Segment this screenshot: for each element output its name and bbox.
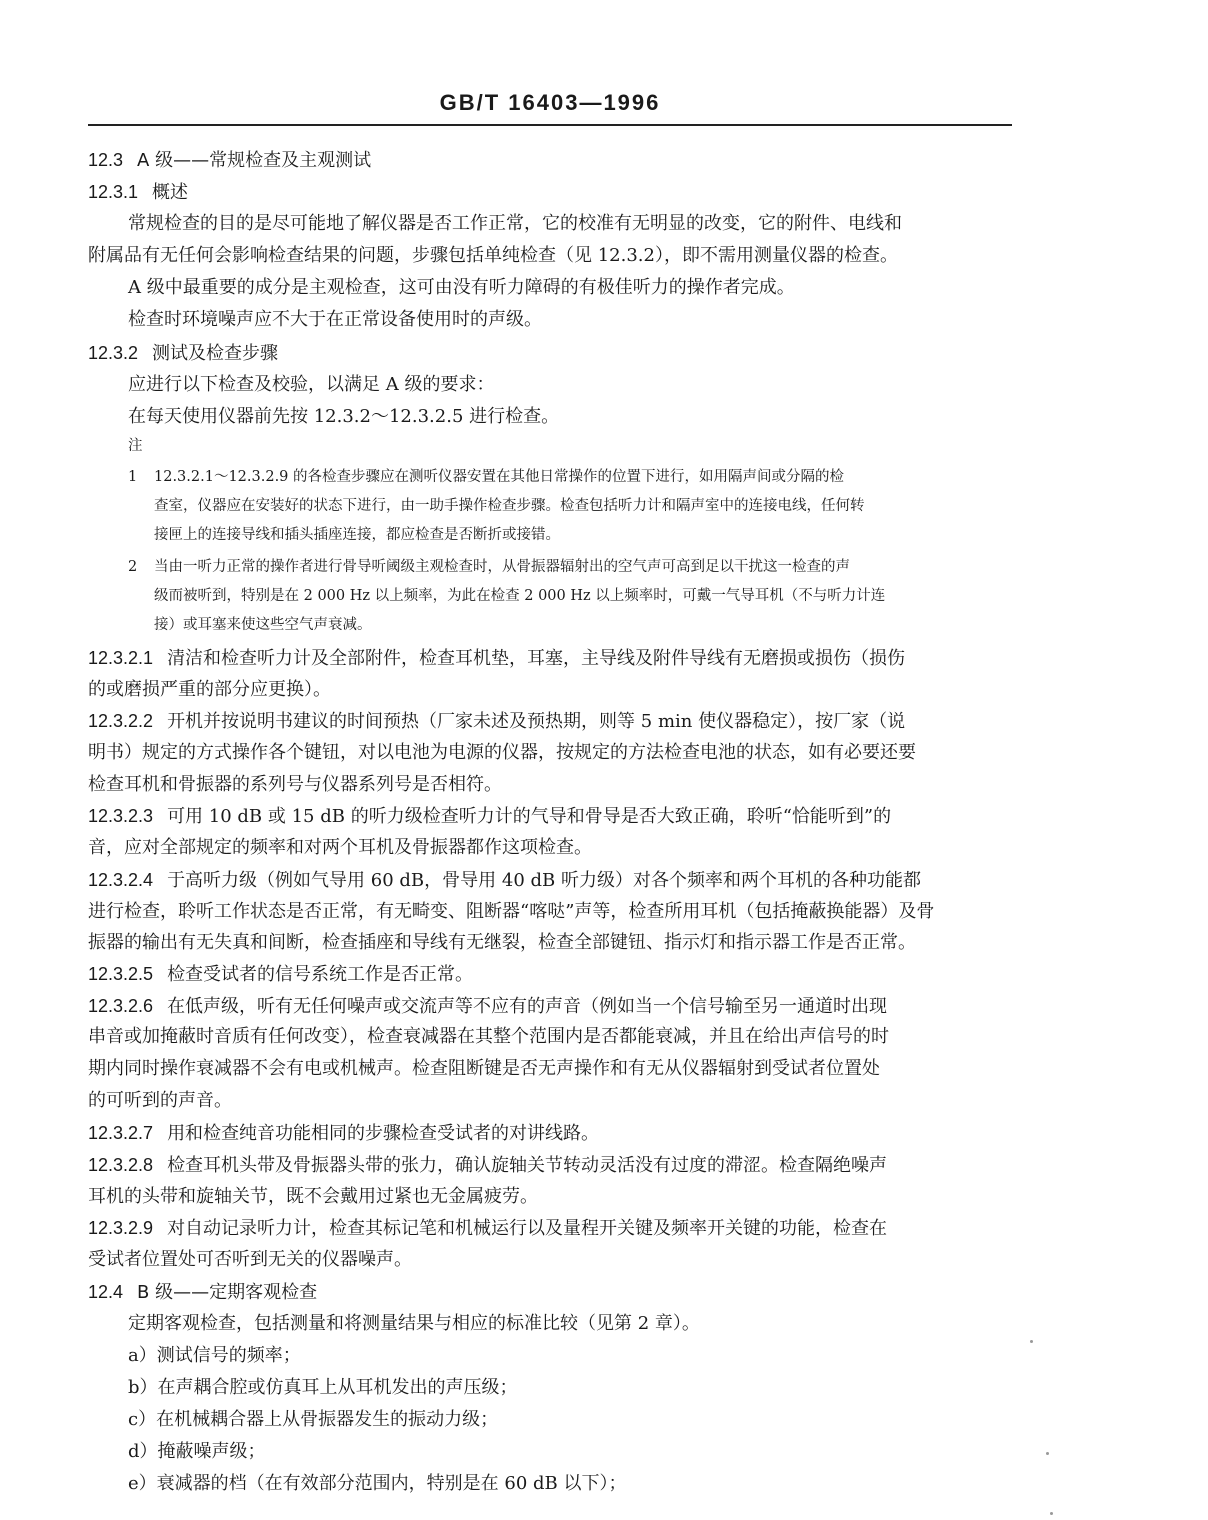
paragraph-line: 受试者位置处可否听到无关的仪器噪声。: [88, 1249, 412, 1270]
clause-12-3-2-8: [88, 1153, 887, 1178]
paragraph-line: 检查时环境噪声应不大于在正常设备使用时的声级。: [128, 309, 542, 330]
note-number: 2: [128, 559, 138, 575]
clause-text: 清洁和检查听力计及全部附件，检查耳机垫，耳塞，主导线及附件导线有无磨损或损伤（损伤: [167, 648, 906, 669]
paragraph-line: 的或磨损严重的部分应更换）。: [88, 679, 331, 700]
note-line: 12.3.2.1～12.3.2.9 的各检查步骤应在测听仪器安置在其他日常操作的位置下进行，如用隔声间或分隔的检: [154, 469, 845, 485]
section-12-3-2-heading: [88, 341, 278, 366]
clause-text: 可用 10 dB 或 15 dB 的听力级检查听力计的气导和骨导是否大致正确，聆听“恰能听到”的: [167, 806, 892, 827]
section-title: B 级——定期客观检查: [137, 1282, 318, 1303]
clause-number: 12.3.2.7: [88, 1123, 154, 1143]
clause-12-3-2-5: [88, 962, 473, 987]
clause-number: 12.3.2.8: [88, 1155, 154, 1175]
clause-number: 12.3.2.3: [88, 806, 154, 826]
clause-number: 12.3.2.4: [88, 870, 154, 890]
scan-speck: [1030, 1340, 1033, 1343]
clause-number: 12.3.2.2: [88, 711, 154, 731]
section-number: 12.3.1: [88, 182, 139, 202]
clause-text: 用和检查纯音功能相同的步骤检查受试者的对讲线路。: [167, 1123, 600, 1144]
note-line: 当由一听力正常的操作者进行骨导听阈级主观检查时，从骨振器辐射出的空气声可高到足以干扰这一检查的声: [154, 559, 850, 575]
note-line: 级而被听到，特别是在 2 000 Hz 以上频率，为此在检查 2 000 Hz 以上频率时，可戴一气导耳机（不与听力计连: [154, 588, 886, 604]
clause-12-3-2-4: [88, 868, 921, 893]
clause-number: 12.3.2.6: [88, 996, 154, 1016]
list-item-e: e）衰减器的档（在有效部分范围内，特别是在 60 dB 以下）；: [128, 1473, 627, 1494]
paragraph-line: 常规检查的目的是尽可能地了解仪器是否工作正常，它的校准有无明显的改变，它的附件、电线和: [128, 213, 902, 234]
section-12-3-heading: [88, 148, 371, 173]
paragraph-line: 在每天使用仪器前先按 12.3.2～12.3.2.5 进行检查。: [128, 406, 560, 427]
list-item-c: c）在机械耦合器上从骨振器发生的振动力级；: [128, 1409, 499, 1430]
scan-speck: [1046, 1452, 1049, 1455]
paragraph-line: 应进行以下检查及校验，以满足 A 级的要求：: [128, 374, 495, 395]
section-number: 12.3.2: [88, 343, 139, 363]
standard-code-header: GB/T 16403—1996: [439, 90, 661, 115]
scan-speck: [1050, 1512, 1053, 1515]
clause-text: 检查受试者的信号系统工作是否正常。: [167, 964, 474, 985]
clause-12-3-2-2: [88, 709, 905, 734]
section-12-4-heading: [88, 1280, 317, 1305]
paragraph-line: A 级中最重要的成分是主观检查，这可由没有听力障碍的有极佳听力的操作者完成。: [128, 277, 795, 298]
section-number: 12.3: [88, 150, 124, 170]
clause-text: 开机并按说明书建议的时间预热（厂家未述及预热期，则等 5 min 使仪器稳定），按厂家（说: [167, 711, 906, 732]
list-item-b: b）在声耦合腔或仿真耳上从耳机发出的声压级；: [128, 1377, 518, 1398]
list-item-a: a）测试信号的频率；: [128, 1345, 301, 1366]
paragraph-line: 进行检查，聆听工作状态是否正常，有无畸变、阻断器“喀哒”声等，检查所用耳机（包括掩蔽换能器）及骨: [88, 901, 935, 922]
paragraph-line: 附属品有无任何会影响检查结果的问题，步骤包括单纯检查（见 12.3.2），即不需用测量仪器的检查。: [88, 245, 898, 266]
clause-text: 于高听力级（例如气导用 60 dB，骨导用 40 dB 听力级）对各个频率和两个耳机的各种功能都: [167, 870, 921, 891]
paragraph-line: 串音或加掩蔽时音质有任何改变），检查衰减器在其整个范围内是否都能衰减，并且在给出声信号的时: [88, 1026, 889, 1047]
paragraph-line: 耳机的头带和旋轴关节，既不会戴用过紧也无金属疲劳。: [88, 1186, 538, 1207]
clause-12-3-2-1: [88, 646, 905, 671]
note-label: 注: [128, 438, 143, 454]
paragraph-line: 定期客观检查，包括测量和将测量结果与相应的标准比较（见第 2 章）。: [128, 1313, 700, 1334]
paragraph-line: 检查耳机和骨振器的系列号与仪器系列号是否相符。: [88, 774, 502, 795]
note-number: 1: [128, 469, 138, 485]
section-number: 12.4: [88, 1282, 124, 1302]
clause-number: 12.3.2.1: [88, 648, 154, 668]
section-title: 概述: [152, 182, 189, 203]
list-item-d: d）掩蔽噪声级；: [128, 1441, 266, 1462]
paragraph-line: 期内同时操作衰减器不会有电或机械声。检查阻断键是否无声操作和有无从仪器辐射到受试者位置处: [88, 1058, 880, 1079]
section-title: 测试及检查步骤: [152, 343, 279, 364]
clause-number: 12.3.2.5: [88, 964, 154, 984]
clause-text: 检查耳机头带及骨振器头带的张力，确认旋轴关节转动灵活没有过度的滞涩。检查隔绝噪声: [167, 1155, 888, 1176]
header-rule: [88, 124, 1012, 126]
clause-12-3-2-3: [88, 804, 891, 829]
paragraph-line: 音，应对全部规定的频率和对两个耳机及骨振器都作这项检查。: [88, 837, 592, 858]
clause-number: 12.3.2.9: [88, 1218, 154, 1238]
section-title: A 级——常规检查及主观测试: [137, 150, 372, 171]
paragraph-line: 振器的输出有无失真和间断，检查插座和导线有无继裂，检查全部键钮、指示灯和指示器工作是否正常。: [88, 932, 916, 953]
paragraph-line: 明书）规定的方式操作各个键钮，对以电池为电源的仪器，按规定的方法检查电池的状态，如有必要还要: [88, 742, 916, 763]
clause-12-3-2-6: [88, 994, 887, 1019]
clause-12-3-2-7: [88, 1121, 599, 1146]
section-12-3-1-heading: [88, 180, 188, 205]
note-line: 查室，仪器应在安装好的状态下进行，由一助手操作检查步骤。检查包括听力计和隔声室中的连接电线，任何转: [154, 498, 865, 514]
note-line: 接匣上的连接导线和插头插座连接，都应检查是否断折或接错。: [154, 527, 560, 543]
note-line: 接）或耳塞来使这些空气声衰减。: [154, 617, 372, 633]
clause-12-3-2-9: [88, 1216, 887, 1241]
clause-text: 对自动记录听力计，检查其标记笔和机械运行以及量程开关键及频率开关键的功能，检查在: [167, 1218, 888, 1239]
clause-text: 在低声级，听有无任何噪声或交流声等不应有的声音（例如当一个信号输至另一通道时出现: [167, 996, 888, 1017]
paragraph-line: 的可听到的声音。: [88, 1090, 232, 1111]
